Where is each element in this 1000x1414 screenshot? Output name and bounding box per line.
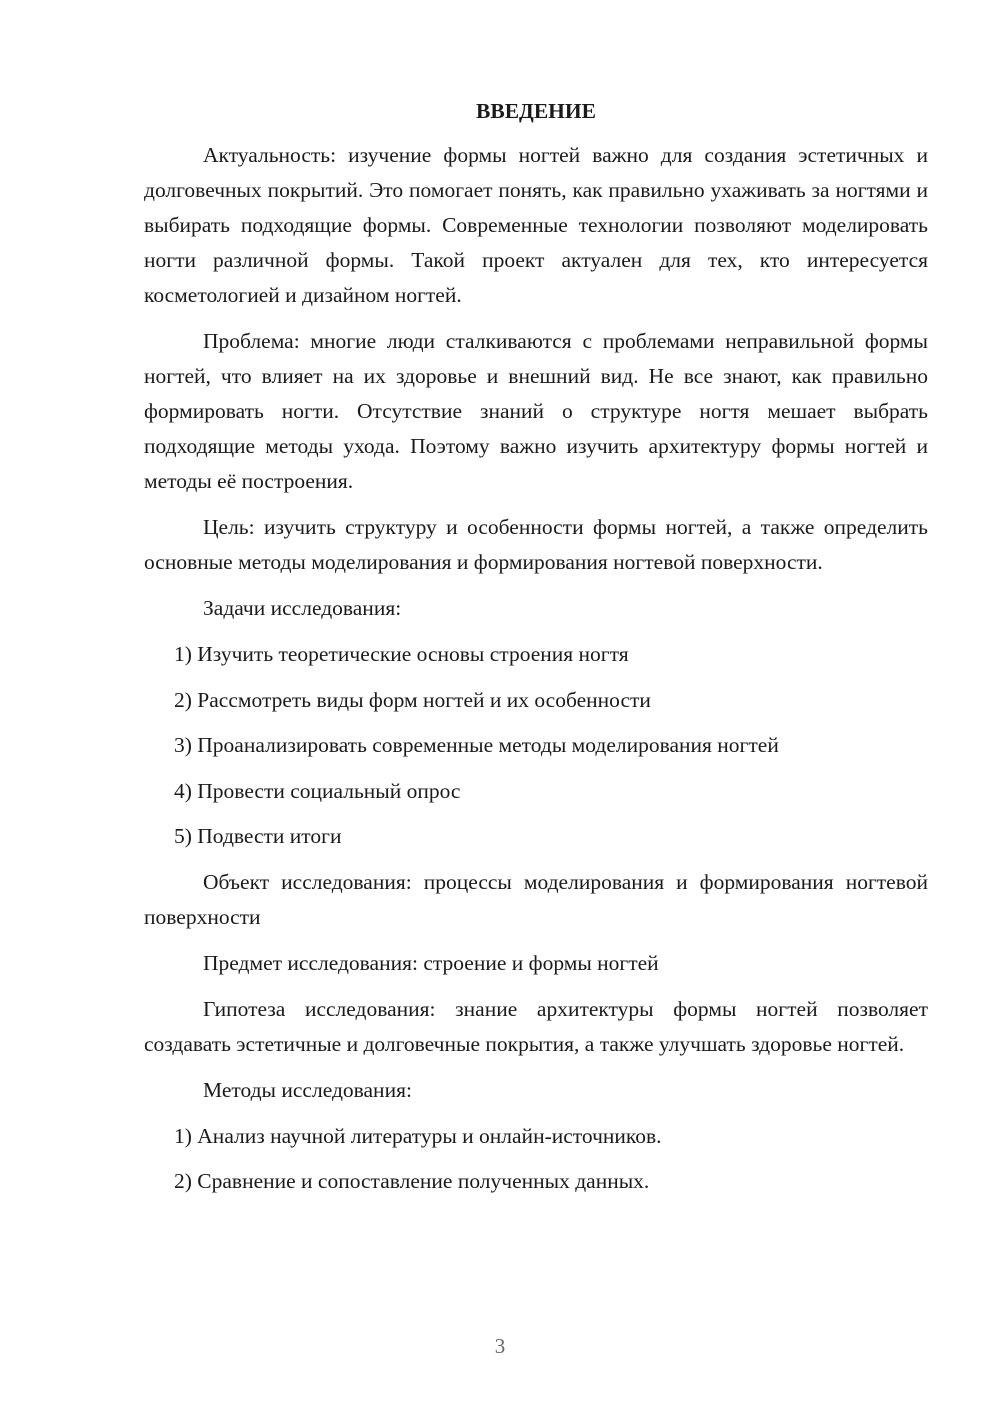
page-title: ВВЕДЕНИЕ: [476, 99, 596, 123]
tasks-list: [144, 637, 928, 854]
page-number: 3: [494, 1334, 506, 1358]
relevance-paragraph: Актуальность: изучение формы ногтей важно для создания эстетичных и долговечных покрытий. Это помогает понять, как правильно ухаживать за ногтями и выбирать подходящие формы. Современные технологии позволяют моделировать ногти различной формы. Такой проект актуален для тех, кто интересуется косметологией и дизайном ногтей.: [144, 143, 928, 307]
list-item: 2) Рассмотреть виды форм ногтей и их особенности: [174, 687, 651, 712]
list-item: 5) Подвести итоги: [174, 824, 342, 848]
object-paragraph: Объект исследования: процессы моделирования и формирования ногтевой поверхности: [144, 869, 928, 929]
list-item: 3) Проанализировать современные методы моделирования ногтей: [174, 733, 779, 757]
subject-paragraph: Предмет исследования: строение и формы ногтей: [203, 950, 659, 975]
list-item: 1) Анализ научной литературы и онлайн-источников.: [174, 1123, 662, 1148]
hypothesis-paragraph: Гипотеза исследования: знание архитектуры формы ногтей позволяет создавать эстетичные и долговечные покрытия, а также улучшать здоровье ногтей.: [144, 996, 928, 1056]
goal-paragraph: Цель: изучить структуру и особенности формы ногтей, а также определить основные методы моделирования и формирования ногтевой поверхности.: [144, 515, 928, 574]
document-body: [144, 94, 928, 1210]
methods-list: [144, 1119, 928, 1200]
list-item: 2) Сравнение и сопоставление полученных данных.: [174, 1169, 650, 1193]
methods-heading: Методы исследования:: [203, 1077, 412, 1102]
list-item: 1) Изучить теоретические основы строения ногтя: [174, 642, 629, 666]
tasks-heading: Задачи исследования:: [203, 596, 402, 620]
list-item: 4) Провести социальный опрос: [174, 778, 461, 803]
problem-paragraph: Проблема: многие люди сталкиваются с проблемами неправильной формы ногтей, что влияет на их здоровье и внешний вид. Не все знают, как правильно формировать ногти. Отсутствие знаний о структуре ногтя мешает выбрать подходящие методы ухода. Поэтому важно изучить архитектуру формы ногтей и методы её построения.: [144, 329, 928, 493]
